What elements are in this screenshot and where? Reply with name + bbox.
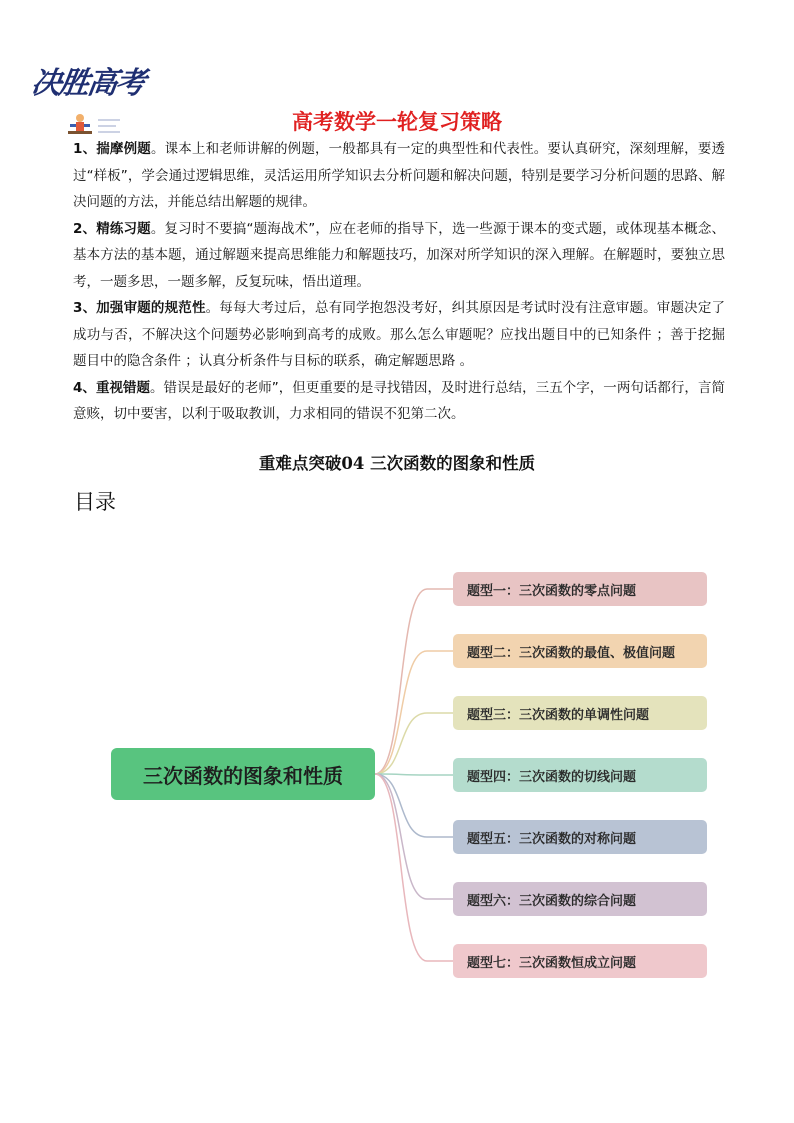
mindmap bbox=[0, 560, 794, 990]
mindmap-branch-5: 题型五：三次函数的对称问题 bbox=[453, 820, 707, 854]
strategy-item bbox=[73, 375, 725, 428]
section-title: 重难点突破04 三次函数的图象和性质 bbox=[258, 454, 536, 473]
mindmap-branch-1: 题型一：三次函数的零点问题 bbox=[453, 572, 707, 606]
strategy-body: 。课本上和老师讲解的例题，一般都具有一定的典型性和代表性。要认真研究，深刻理解，要透过“样板”，学会通过逻辑思维，灵活运用所学知识去分析问题和解决问题，特别是要学习分析问题的思路、解决问题的方法，并能总结出解题的规律。 bbox=[73, 141, 725, 210]
strategy-item bbox=[73, 136, 725, 216]
strategy-body: 。每每大考过后，总有同学抱怨没考好，纠其原因是考试时没有注意审题。审题决定了成功与否，不解决这个问题势必影响到高考的成败。那么怎么审题呢？应找出题目中的已知条件 ；善于挖掘题目中的隐含条件 ；认真分析条件与目标的联系，确定解题思路 。 bbox=[73, 300, 725, 369]
mindmap-branch-2: 题型二：三次函数的最值、极值问题 bbox=[453, 634, 707, 668]
strategy-lead: 2、精练习题 bbox=[73, 220, 151, 237]
mindmap-branch-4: 题型四：三次函数的切线问题 bbox=[453, 758, 707, 792]
mindmap-branch-6: 题型六：三次函数的综合问题 bbox=[453, 882, 707, 916]
strategy-item bbox=[73, 295, 725, 375]
mindmap-branch-7: 题型七：三次函数恒成立问题 bbox=[453, 944, 707, 978]
strategy-body: 。复习时不要搞“题海战术”，应在老师的指导下，选一些源于课本的变式题，或体现基本概念、基本方法的基本题，通过解题来提高思维能力和解题技巧，加深对所学知识的深入理解。在解题时，要独立思考，一题多思，一题多解，反复玩味，悟出道理。 bbox=[73, 220, 725, 290]
strategy-list bbox=[73, 136, 725, 428]
strategy-lead: 3、加强审题的规范性 bbox=[73, 300, 206, 316]
strategy-lead: 4、重视错题 bbox=[73, 379, 151, 396]
mindmap-branch-3: 题型三：三次函数的单调性问题 bbox=[453, 696, 707, 730]
toc-title: 目录 bbox=[74, 490, 116, 514]
connector-4 bbox=[375, 774, 453, 775]
connector-1 bbox=[375, 589, 453, 774]
logo-text: 决胜高考 bbox=[29, 66, 146, 101]
strategy-body: 。错误是最好的老师”，但更重要的是寻找错因，及时进行总结，三五个字，一两句话都行，言简意赅，切中要害，以利于吸取教训，力求相同的错误不犯第二次。 bbox=[73, 379, 725, 422]
mindmap-root: 三次函数的图象和性质 bbox=[111, 748, 375, 800]
connector-7 bbox=[375, 774, 453, 961]
main-title: 高考数学一轮复习策略 bbox=[292, 110, 502, 134]
strategy-item bbox=[73, 216, 725, 296]
strategy-lead: 1、揣摩例题 bbox=[73, 141, 151, 157]
